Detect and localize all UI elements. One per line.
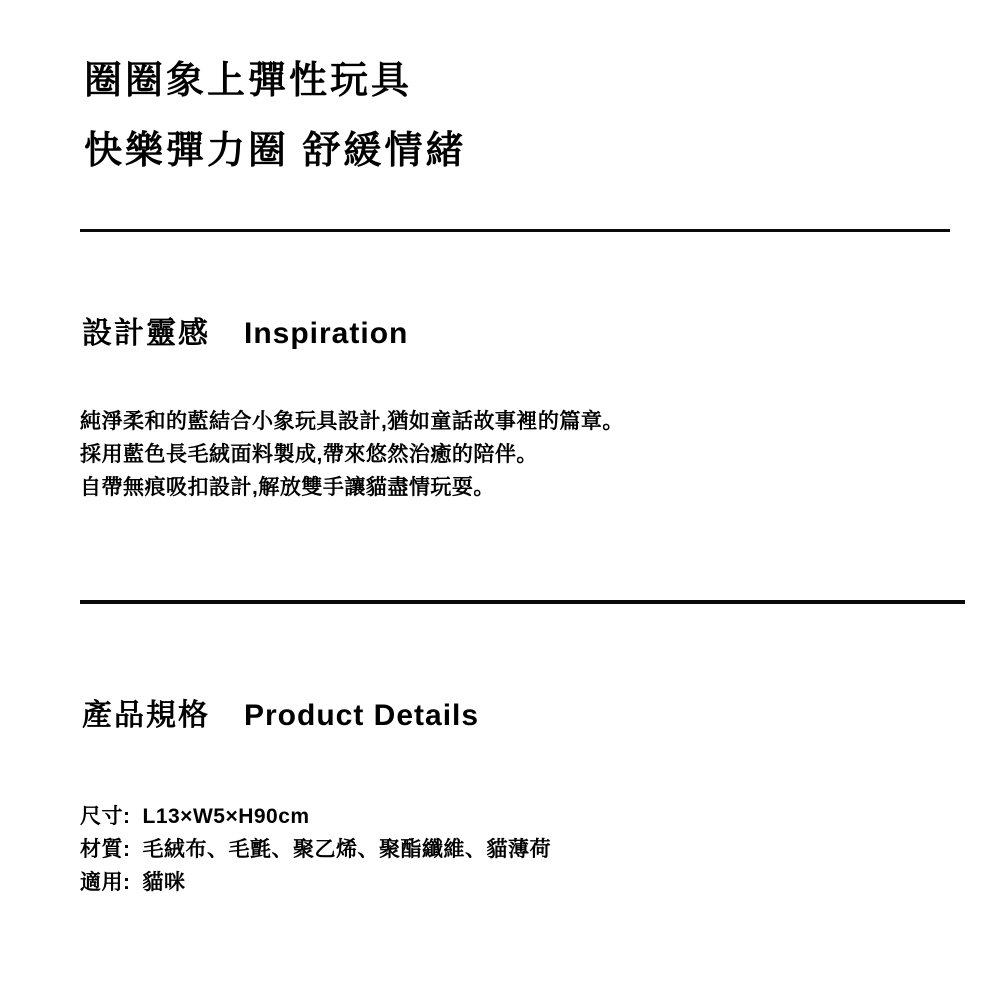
inspiration-line-3: 自帶無痕吸扣設計,解放雙手讓貓盡情玩耍。 xyxy=(80,476,495,499)
spec-label-suitable-for: 適用: xyxy=(80,871,131,894)
spec-row-suitable-for xyxy=(80,866,551,899)
product-specs-list xyxy=(80,800,551,899)
inspiration-paragraph xyxy=(80,405,624,504)
inspiration-heading-zh: 設計靈感 xyxy=(82,317,210,350)
inspiration-line-2: 採用藍色長毛絨面料製成,帶來悠然治癒的陪伴。 xyxy=(80,443,538,466)
product-title-block xyxy=(84,46,467,186)
spec-value-suitable-for: 貓咪 xyxy=(142,871,186,894)
product-details-heading-zh: 產品規格 xyxy=(82,699,210,732)
inspiration-line-1: 純淨柔和的藍結合小象玩具設計,猶如童話故事裡的篇章。 xyxy=(80,410,624,433)
spec-value-dimensions: L13×W5×H90cm xyxy=(142,805,310,828)
section-divider-top xyxy=(80,229,950,232)
spec-row-dimensions xyxy=(80,800,551,833)
spec-value-material: 毛絨布、毛氈、聚乙烯、聚酯纖維、貓薄荷 xyxy=(142,838,551,861)
inspiration-heading-en: Inspiration xyxy=(244,317,409,350)
spec-label-dimensions: 尺寸: xyxy=(80,805,131,828)
product-title-line-2: 快樂彈力圈 舒緩情緒 xyxy=(84,130,467,172)
inspiration-section-heading xyxy=(82,308,408,352)
product-title-line-1: 圈圈象上彈性玩具 xyxy=(84,60,413,102)
product-details-heading-en: Product Details xyxy=(244,699,480,732)
spec-row-material xyxy=(80,833,551,866)
spec-label-material: 材質: xyxy=(80,838,131,861)
product-details-section-heading xyxy=(82,690,479,734)
section-divider-bottom xyxy=(80,600,965,604)
